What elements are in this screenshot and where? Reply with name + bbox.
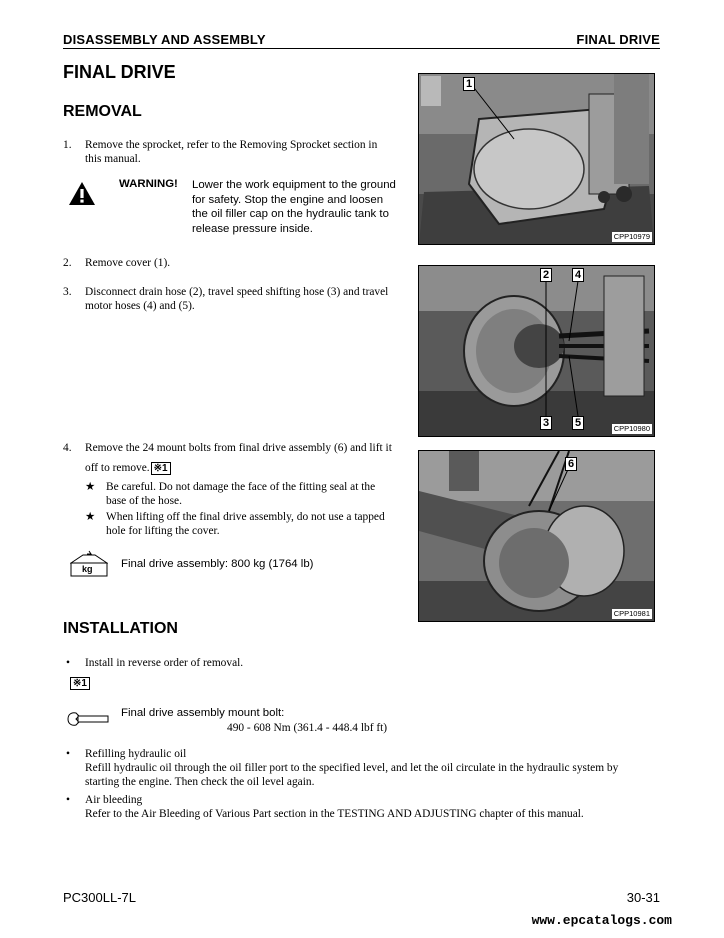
install-item-1: Install in reverse order of removal. — [85, 657, 244, 669]
photo-2-reference: CPP10980 — [613, 424, 650, 433]
warning-label: WARNING! — [119, 178, 178, 190]
install-bullet-3: • — [66, 794, 70, 806]
step-1-text: Remove the sprocket, refer to the Removing Sprocket section in this manual. — [85, 139, 378, 165]
header-rule — [63, 48, 660, 49]
callout-6: 6 — [565, 457, 577, 471]
install-item-2: Refilling hydraulic oil Refill hydraulic oil through the oil filler port to the specified level, and let the oil circulate in the hydraulic system by starting the engine. Then check the oil level again. — [85, 748, 619, 788]
footer-page-number: 30-31 — [626, 890, 660, 905]
photo-final-drive-lift — [418, 450, 655, 622]
step-3-number: 3. — [63, 286, 72, 298]
warning-icon — [68, 181, 96, 211]
install-item-3: Air bleeding Refer to the Air Bleeding of Various Part section in the TESTING AND ADJUSTING chapter of this manual. — [85, 794, 584, 820]
footer-model: PC300LL-7L — [63, 890, 136, 905]
step-4-text: Remove the 24 mount bolts from final drive assembly (6) and lift it off to remove. ※1 — [85, 442, 392, 474]
callout-2: 2 — [540, 268, 552, 282]
callout-5: 5 — [572, 416, 584, 430]
step-2-text: Remove cover (1). — [85, 257, 171, 269]
torque-label: Final drive assembly mount bolt: — [121, 707, 285, 719]
weight-text: Final drive assembly: 800 kg (1764 lb) — [121, 558, 314, 570]
install-bullet-2: • — [66, 748, 70, 760]
install-bullet-1: • — [66, 657, 70, 669]
photo-cover-removal — [418, 73, 655, 245]
torque-value: 490 - 608 Nm (361.4 - 448.4 lbf ft) — [227, 722, 388, 734]
wrench-torque-icon — [66, 710, 110, 733]
install-reference-mark-badge: ※1 — [70, 677, 90, 690]
removal-heading: REMOVAL — [63, 103, 142, 120]
callout-4: 4 — [572, 268, 584, 282]
note-2-text: When lifting off the final drive assembly, do not use a tapped hole for lifting the cover. — [106, 511, 385, 537]
step-2-number: 2. — [63, 257, 72, 269]
header-section-title: DISASSEMBLY AND ASSEMBLY — [63, 32, 266, 47]
step-1-number: 1. — [63, 139, 72, 151]
step-4-number: 4. — [63, 442, 72, 454]
warning-text: Lower the work equipment to the ground for safety. Stop the engine and loosen the oil filler cap on the hydraulic tank to release pressure inside. — [192, 179, 396, 235]
step-3-text: Disconnect drain hose (2), travel speed shifting hose (3) and travel motor hoses (4) and (5). — [85, 286, 389, 312]
photo-1-reference: CPP10979 — [613, 232, 650, 241]
note-1-text: Be careful. Do not damage the face of the fitting seal at the base of the hose. — [106, 481, 376, 507]
page-title: FINAL DRIVE — [63, 62, 176, 82]
photo-hoses — [418, 265, 655, 437]
callout-1: 1 — [463, 77, 475, 91]
header-chapter-title: FINAL DRIVE — [576, 32, 660, 47]
weight-kg-icon: kg — [70, 550, 108, 582]
reference-mark-badge: ※1 — [151, 462, 171, 475]
note-2-star-icon: ★ — [85, 511, 96, 523]
watermark-link[interactable]: www.epcatalogs.com — [531, 913, 672, 928]
callout-3: 3 — [540, 416, 552, 430]
installation-heading: INSTALLATION — [63, 620, 178, 637]
note-1-star-icon: ★ — [85, 481, 96, 493]
photo-3-reference: CPP10981 — [613, 609, 650, 618]
